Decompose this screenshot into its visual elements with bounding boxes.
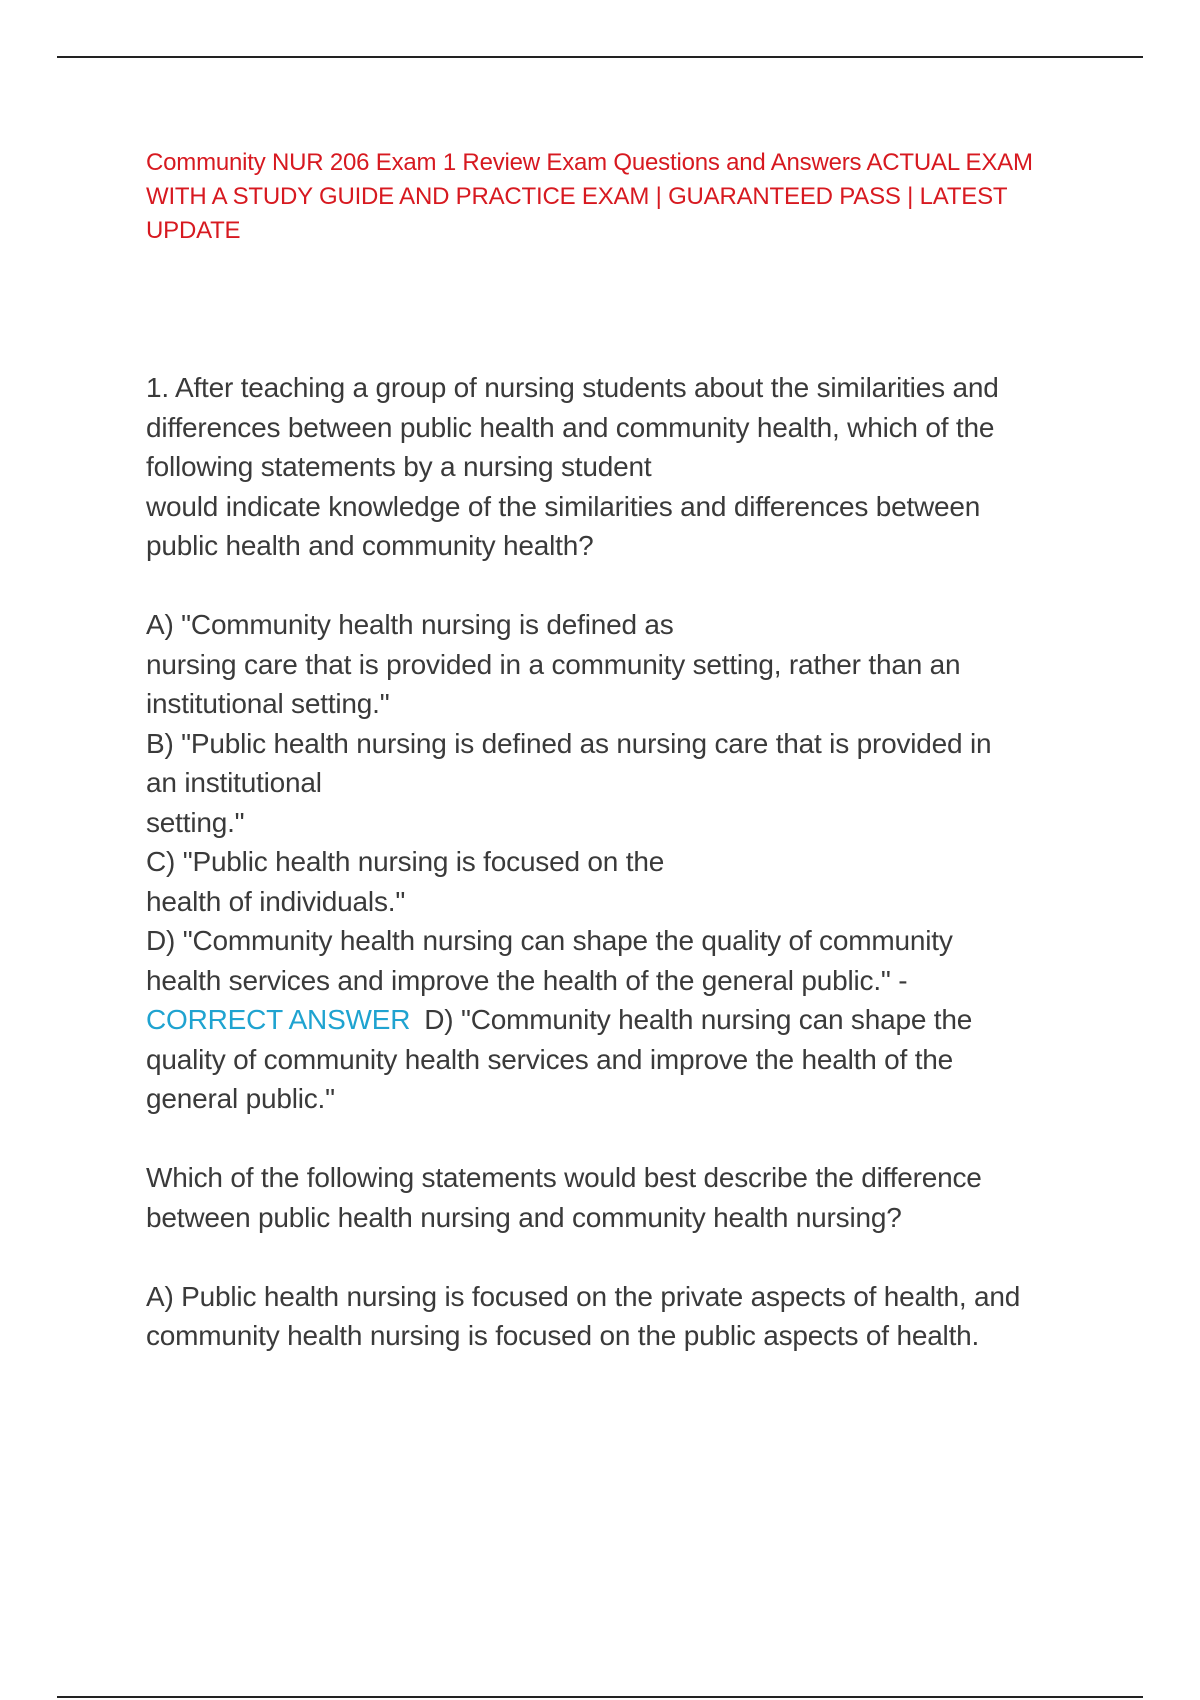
question-text-line: Which of the following statements would best describe the difference xyxy=(146,1162,982,1193)
option-line: institutional setting." xyxy=(146,688,390,719)
paragraph-gap xyxy=(146,1119,1096,1159)
question-2-options xyxy=(146,1277,1096,1356)
paragraph-gap xyxy=(146,1237,1096,1277)
option-line: health of individuals." xyxy=(146,885,406,917)
option-line: A) Public health nursing is focused on the private aspects of health, and xyxy=(146,1280,1021,1312)
document-body xyxy=(146,368,1096,1356)
question-2-stem xyxy=(146,1158,1096,1237)
question-text-line: public health and community health? xyxy=(146,530,594,561)
question-text-line: 1. After teaching a group of nursing students about the similarities and xyxy=(146,372,999,403)
question-1-stem xyxy=(146,368,1096,566)
title-line: UPDATE xyxy=(146,217,241,244)
bottom-rule xyxy=(57,1696,1143,1698)
option-line: nursing care that is provided in a community setting, rather than an xyxy=(146,648,961,680)
top-rule xyxy=(57,56,1143,58)
question-text-line: following statements by a nursing student xyxy=(146,451,652,482)
option-line: setting." xyxy=(146,806,245,838)
document-header xyxy=(146,146,1086,248)
correct-answer-label: CORRECT ANSWER xyxy=(146,1004,411,1035)
answer-continuation-line: general public." xyxy=(146,1083,335,1114)
document-title xyxy=(146,146,1086,248)
question-1-options xyxy=(146,605,1096,1119)
option-line: an institutional xyxy=(146,767,322,798)
paragraph-gap xyxy=(146,566,1096,606)
option-line: A) "Community health nursing is defined as xyxy=(146,609,674,640)
option-line: health services and improve the health of the general public." - xyxy=(146,964,908,996)
answer-line xyxy=(146,1000,1096,1040)
question-text-line: differences between public health and community health, which of the xyxy=(146,411,995,443)
option-line: B) "Public health nursing is defined as nursing care that is provided in xyxy=(146,727,992,759)
option-line: community health nursing is focused on the public aspects of health. xyxy=(146,1320,980,1351)
question-text-line: would indicate knowledge of the similarities and differences between xyxy=(146,490,981,522)
correct-answer-text: D) "Community health nursing can shape the xyxy=(424,1004,973,1035)
answer-continuation-line: quality of community health services and improve the health of the xyxy=(146,1043,954,1075)
option-line: C) "Public health nursing is focused on the xyxy=(146,846,665,877)
title-line: WITH A STUDY GUIDE AND PRACTICE EXAM | GUARANTEED PASS | LATEST xyxy=(146,183,1008,210)
option-line: D) "Community health nursing can shape the quality of community xyxy=(146,925,953,956)
title-line: Community NUR 206 Exam 1 Review Exam Questions and Answers ACTUAL EXAM xyxy=(146,149,1033,176)
question-text-line: between public health nursing and community health nursing? xyxy=(146,1201,902,1233)
